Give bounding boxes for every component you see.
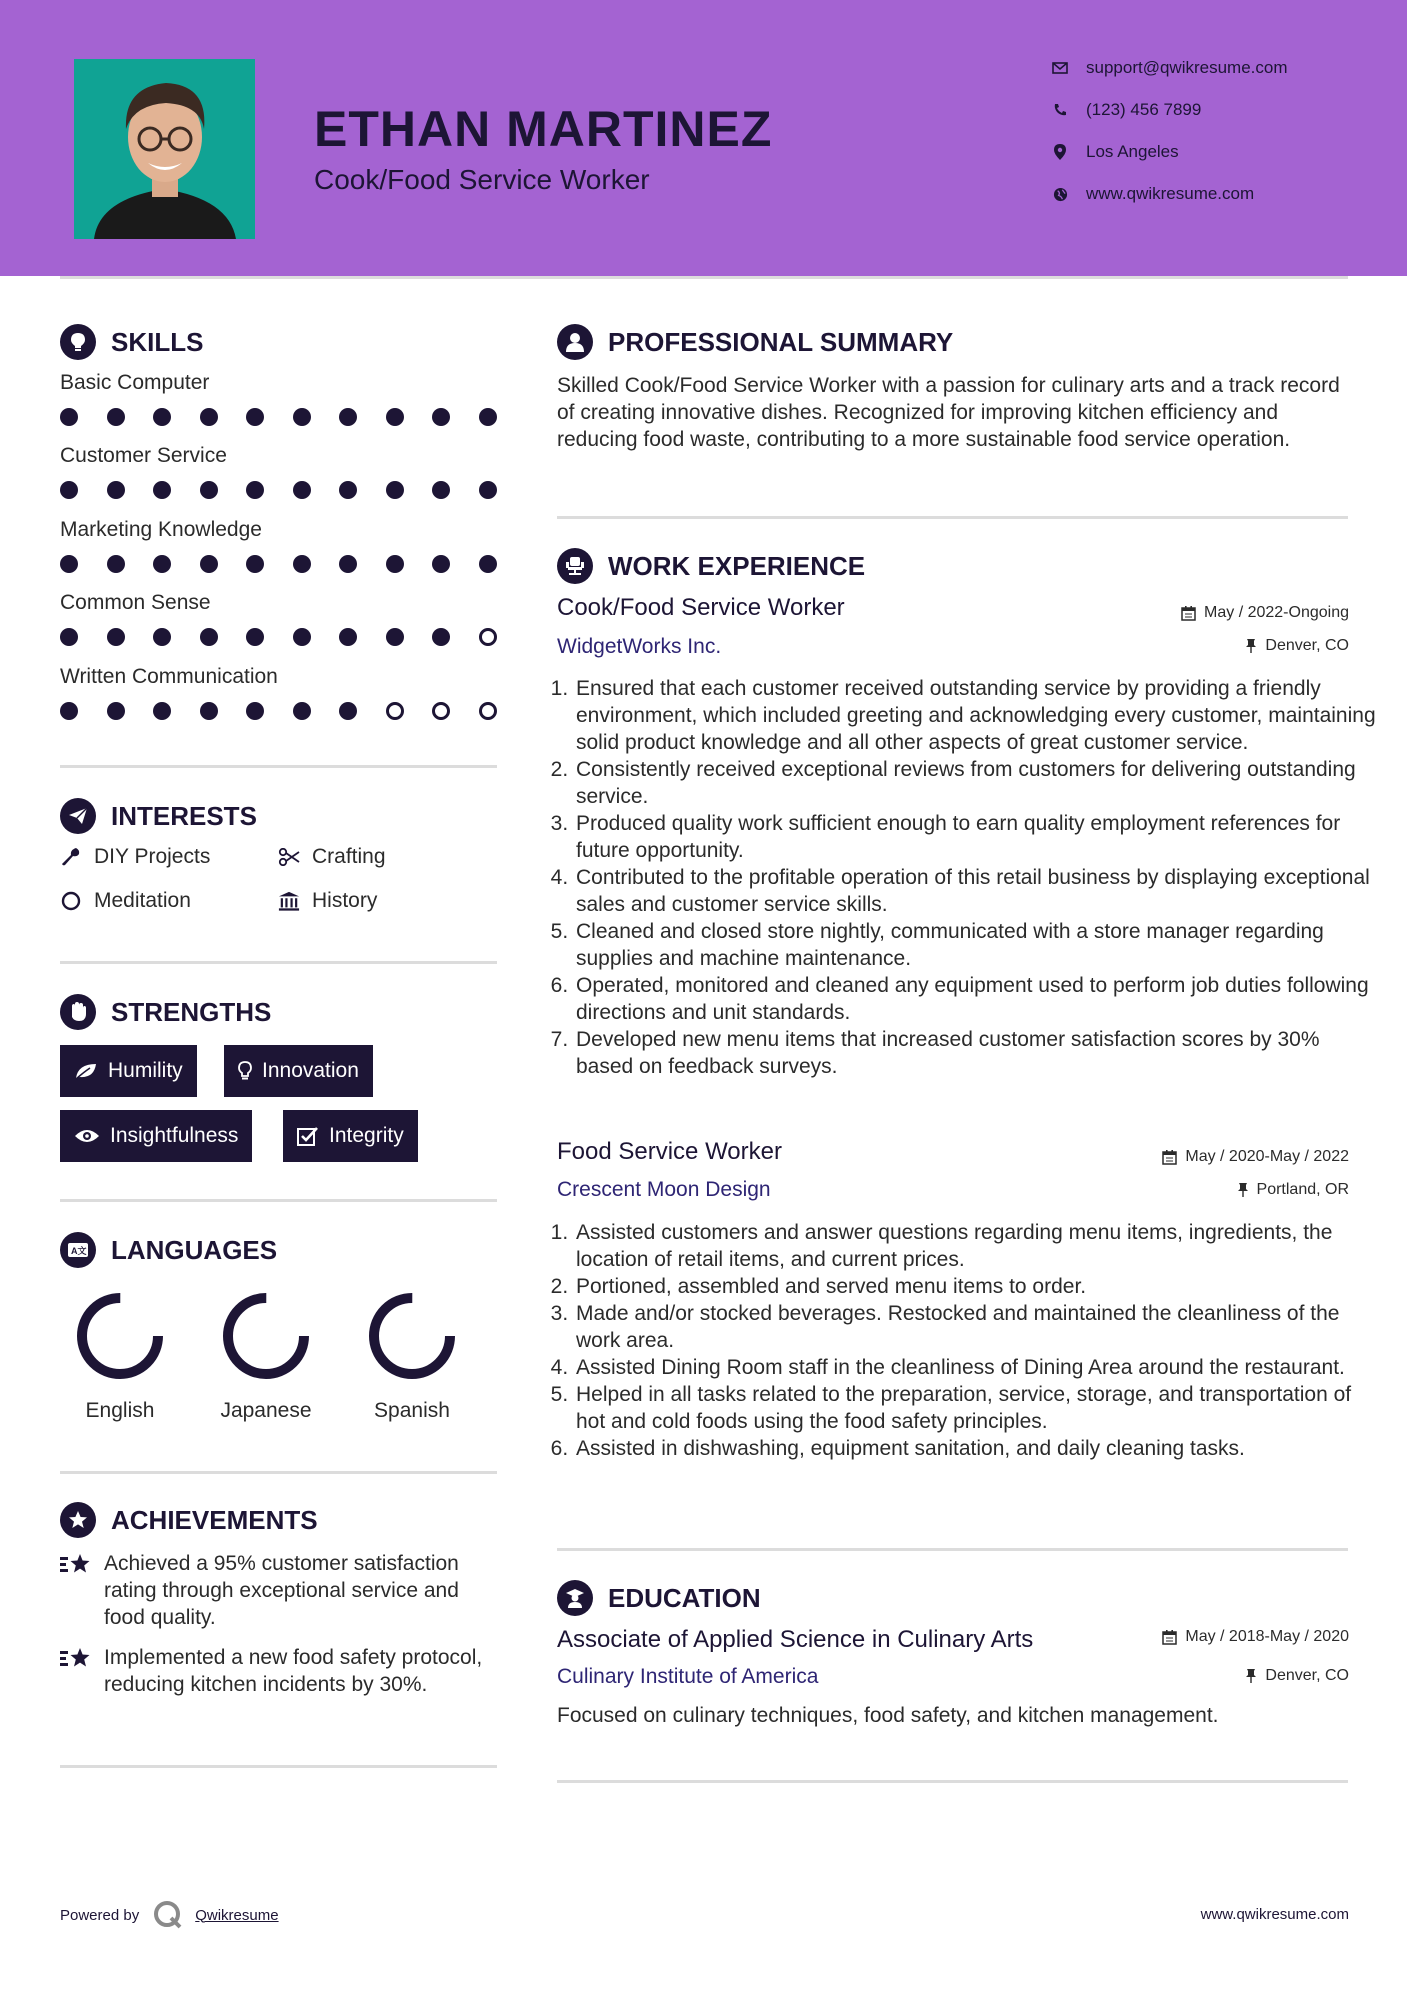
calendar-icon: [1162, 1629, 1177, 1645]
education-heading: EDUCATION: [557, 1580, 761, 1616]
skill-dot-filled: [200, 555, 218, 573]
skill-label: Customer Service: [60, 444, 227, 467]
job-bullet: 6. Operated, monitored and cleaned any equipment used to perform job duties following directions and unit standards.: [574, 972, 1382, 1026]
skill-dot-filled: [386, 628, 404, 646]
lightbulb-icon: [238, 1061, 252, 1081]
job-dates: May / 2022-Ongoing: [1181, 604, 1349, 622]
qwikresume-logo-icon: [153, 1900, 183, 1930]
header-banner: [0, 0, 1407, 276]
job-location: Denver, CO: [1245, 637, 1349, 655]
job-title: Cook/Food Service Worker: [557, 594, 845, 621]
job-bullets: [552, 1219, 1382, 1462]
pushpin-icon: [1245, 1668, 1257, 1684]
skill-dot-filled: [246, 408, 264, 426]
summary-heading: PROFESSIONAL SUMMARY: [557, 324, 953, 360]
skill-dot-filled: [200, 408, 218, 426]
globe-icon: [1050, 187, 1070, 202]
skill-dot-filled: [246, 555, 264, 573]
skill-dot-filled: [293, 555, 311, 573]
hand-icon: [60, 994, 96, 1030]
star-badge-icon: [60, 1502, 96, 1538]
office-chair-icon: [557, 548, 593, 584]
language-level-arc: [228, 1298, 304, 1374]
interest-label: DIY Projects: [94, 845, 211, 868]
leaf-icon: [74, 1062, 98, 1080]
skill-dot-filled: [246, 628, 264, 646]
experience-divider: [557, 1548, 1348, 1551]
job-location: Portland, OR: [1237, 1181, 1349, 1199]
museum-icon: [278, 890, 300, 912]
language-label: Japanese: [220, 1399, 312, 1422]
skill-dot-filled: [200, 481, 218, 499]
skill-dot-filled: [293, 702, 311, 720]
skill-rating: [60, 481, 500, 501]
skill-dot-filled: [153, 481, 171, 499]
skills-heading: SKILLS: [60, 324, 203, 360]
job-bullet: 6. Assisted in dishwashing, equipment sanitation, and daily cleaning tasks.: [574, 1435, 1382, 1462]
skill-dot-filled: [432, 408, 450, 426]
skill-dot-filled: [339, 555, 357, 573]
skill-dot-filled: [386, 555, 404, 573]
job-bullet: 4. Assisted Dining Room staff in the cleanliness of Dining Area around the restaurant.: [574, 1354, 1382, 1381]
skill-dot-filled: [479, 555, 497, 573]
job-bullet: 3. Made and/or stocked beverages. Restocked and maintained the cleanliness of the work area.: [574, 1300, 1382, 1354]
job-dates: May / 2020-May / 2022: [1162, 1148, 1349, 1166]
skill-label: Written Communication: [60, 665, 278, 688]
summary-text: Skilled Cook/Food Service Worker with a passion for culinary arts and a track record of creating innovative dishes. Recognized for improving kitchen efficiency and reducing food waste, contributing to a more sustainable food service operation.: [557, 374, 1340, 451]
skill-rating: [60, 408, 500, 428]
skill-dot-filled: [107, 555, 125, 573]
skill-dot-filled: [246, 702, 264, 720]
contact-email-text: support@qwikresume.com: [1086, 58, 1288, 77]
skill-dot-filled: [293, 628, 311, 646]
education-dates: May / 2018-May / 2020: [1162, 1628, 1349, 1646]
contact-website[interactable]: [1050, 184, 1370, 204]
education-divider: [557, 1780, 1348, 1783]
skill-rating: [60, 555, 500, 575]
envelope-icon: [1050, 62, 1070, 74]
lightbulb-icon: [60, 324, 96, 360]
skill-dot-filled: [432, 481, 450, 499]
job-bullet: 7. Developed new menu items that increased customer satisfaction scores by 30% based on feedback surveys.: [574, 1026, 1382, 1080]
candidate-title: Cook/Food Service Worker: [314, 164, 650, 195]
candidate-name: ETHAN MARTINEZ: [314, 101, 773, 157]
brand-link[interactable]: Qwikresume: [195, 1906, 279, 1924]
job-bullet: 2. Portioned, assembled and served menu items to order.: [574, 1273, 1382, 1300]
skill-dot-filled: [479, 481, 497, 499]
profile-photo: [74, 59, 255, 239]
skill-dot-filled: [107, 702, 125, 720]
skill-dot-filled: [246, 481, 264, 499]
job-title: Food Service Worker: [557, 1138, 782, 1165]
skill-dot-empty: [432, 702, 450, 720]
achievement-item: [60, 1550, 500, 1631]
job-company: WidgetWorks Inc.: [557, 635, 722, 658]
languages-divider: [60, 1471, 497, 1474]
circle-icon: [60, 891, 82, 911]
skill-dot-filled: [107, 628, 125, 646]
skill-dot-filled: [107, 481, 125, 499]
language-label: Spanish: [374, 1399, 450, 1422]
experience-heading: WORK EXPERIENCE: [557, 548, 865, 584]
skill-dot-filled: [293, 481, 311, 499]
star-list-icon: [60, 1550, 92, 1631]
school-name: Culinary Institute of America: [557, 1665, 819, 1688]
footer-powered-by: [60, 1900, 279, 1930]
skill-dot-empty: [386, 702, 404, 720]
skill-dot-filled: [479, 408, 497, 426]
contact-phone[interactable]: [1050, 100, 1370, 120]
paper-plane-icon: [60, 798, 96, 834]
achievements-divider: [60, 1765, 497, 1768]
interest-label: Crafting: [312, 845, 386, 868]
strength-tag: [60, 1045, 197, 1097]
skill-dot-filled: [339, 408, 357, 426]
footer-website[interactable]: www.qwikresume.com: [1200, 1906, 1349, 1923]
strength-tag: [283, 1110, 418, 1162]
skill-dot-filled: [153, 702, 171, 720]
interest-item: [60, 889, 191, 913]
interest-item: [278, 889, 377, 913]
user-icon: [557, 324, 593, 360]
skill-dot-filled: [432, 628, 450, 646]
star-list-icon: [60, 1644, 92, 1698]
scissors-icon: [278, 848, 300, 866]
job-bullets: [552, 675, 1382, 1080]
skill-label: Basic Computer: [60, 371, 210, 394]
skill-dot-empty: [479, 628, 497, 646]
phone-icon: [1050, 103, 1070, 117]
skill-dot-filled: [60, 702, 78, 720]
skill-dot-filled: [60, 555, 78, 573]
job-bullet: 4. Contributed to the profitable operation of this retail business by displaying exceptional sales and customer service skills.: [574, 864, 1382, 918]
skill-dot-filled: [153, 408, 171, 426]
strength-label: Insightfulness: [110, 1124, 239, 1147]
language-level-arc: [82, 1298, 158, 1374]
calendar-icon: [1162, 1149, 1177, 1165]
education-description: Focused on culinary techniques, food safety, and kitchen management.: [557, 1704, 1219, 1727]
skill-dot-filled: [386, 408, 404, 426]
skill-dot-filled: [107, 408, 125, 426]
contact-email[interactable]: [1050, 58, 1370, 78]
interest-label: History: [312, 889, 378, 912]
strengths-divider: [60, 1199, 497, 1202]
achievements-heading: ACHIEVEMENTS: [60, 1502, 318, 1538]
job-bullet: 1. Assisted customers and answer questions regarding menu items, ingredients, the location of retail items, and current prices.: [574, 1219, 1382, 1273]
skills-divider: [60, 765, 497, 768]
skill-dot-filled: [293, 408, 311, 426]
graduate-icon: [557, 1580, 593, 1616]
strengths-heading: STRENGTHS: [60, 994, 271, 1030]
interest-item: [60, 845, 210, 869]
language-level-arc: [374, 1298, 450, 1374]
language-label: English: [85, 1399, 155, 1422]
interest-item: [278, 845, 386, 869]
interests-divider: [60, 961, 497, 964]
job-company: Crescent Moon Design: [557, 1178, 771, 1201]
achievement-text: Implemented a new food safety protocol, reducing kitchen incidents by 30%.: [104, 1646, 483, 1696]
language-icon: [60, 1232, 96, 1268]
pushpin-icon: [1237, 1182, 1249, 1198]
skill-dot-filled: [339, 702, 357, 720]
skill-dot-filled: [339, 481, 357, 499]
pushpin-icon: [1245, 638, 1257, 654]
job-bullet: 1. Ensured that each customer received outstanding service by providing a friendly environment, which included greeting and acknowledging every customer, maintaining solid product knowledge and all other aspects of great customer service.: [574, 675, 1382, 756]
contact-website-text: www.qwikresume.com: [1086, 184, 1255, 203]
powered-by-text: Powered by: [60, 1906, 140, 1924]
skill-dot-filled: [60, 408, 78, 426]
skill-rating: [60, 628, 500, 648]
education-location: Denver, CO: [1245, 1667, 1349, 1685]
skill-dot-filled: [386, 481, 404, 499]
skill-dot-filled: [200, 628, 218, 646]
contact-phone-text: (123) 456 7899: [1086, 100, 1202, 119]
skill-dot-filled: [60, 481, 78, 499]
job-bullet: 3. Produced quality work sufficient enough to earn quality employment references for future opportunity.: [574, 810, 1382, 864]
eye-icon: [74, 1128, 100, 1144]
job-bullet: 2. Consistently received exceptional reviews from customers for delivering outstanding service.: [574, 756, 1382, 810]
strength-label: Integrity: [329, 1124, 404, 1147]
wrench-icon: [60, 847, 82, 867]
interest-label: Meditation: [94, 889, 191, 912]
language-ring: [352, 1286, 472, 1391]
strength-tag: [60, 1110, 252, 1162]
skill-dot-filled: [339, 628, 357, 646]
interests-heading: INTERESTS: [60, 798, 257, 834]
skill-dot-filled: [200, 702, 218, 720]
map-pin-icon: [1050, 144, 1070, 160]
skill-dot-empty: [479, 702, 497, 720]
calendar-icon: [1181, 605, 1196, 621]
header-divider: [60, 276, 1348, 279]
job-bullet: 5. Helped in all tasks related to the preparation, service, storage, and transportation of hot and cold foods using the food safety principles.: [574, 1381, 1382, 1435]
languages-heading: A文 LANGUAGES: [60, 1232, 277, 1268]
svg-text:A文: A文: [71, 1246, 87, 1256]
skill-rating: [60, 702, 500, 722]
strength-label: Innovation: [262, 1059, 359, 1082]
skill-dot-filled: [153, 628, 171, 646]
skill-label: Common Sense: [60, 591, 211, 614]
skill-dot-filled: [153, 555, 171, 573]
skill-dot-filled: [432, 555, 450, 573]
job-bullet: 5. Cleaned and closed store nightly, communicated with a store manager regarding supplies and machine maintenance.: [574, 918, 1382, 972]
language-ring: [60, 1286, 180, 1391]
strength-label: Humility: [108, 1059, 183, 1082]
skill-dot-filled: [60, 628, 78, 646]
degree-title: Associate of Applied Science in Culinary Arts: [557, 1626, 1034, 1653]
check-square-icon: [297, 1126, 319, 1146]
contact-location: [1050, 142, 1370, 162]
achievement-item: [60, 1644, 500, 1698]
skill-label: Marketing Knowledge: [60, 518, 262, 541]
language-ring: [206, 1286, 326, 1391]
summary-divider: [557, 516, 1348, 519]
strength-tag: [224, 1045, 373, 1097]
achievement-text: Achieved a 95% customer satisfaction rating through exceptional service and food quality.: [104, 1552, 459, 1629]
contact-location-text: Los Angeles: [1086, 142, 1179, 161]
